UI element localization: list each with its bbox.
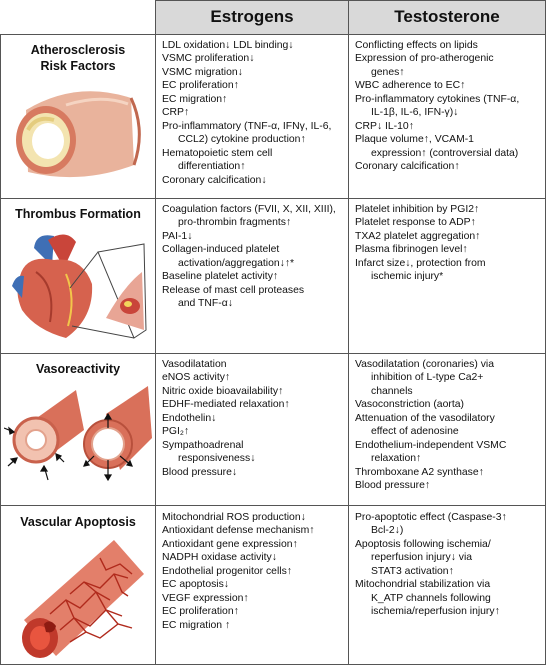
list-item: VSMC migration↓ [162,66,243,78]
estrogens-atherosclerosis-list [162,39,331,187]
list-item: CCL2) cytokine production↑ [178,134,306,146]
list-item: STAT3 activation↑ [371,565,454,577]
list-item: effect of adenosine [371,426,459,438]
list-item: Plasma fibrinogen level↑ [355,244,468,256]
grid-line [155,0,156,665]
list-item: Endothelial progenitor cells↑ [162,565,292,577]
list-item: EDHF-mediated relaxation↑ [162,399,290,411]
list-item: Thromboxane A2 synthase↑ [355,466,484,478]
testosterone-vasoreactivity-list [355,358,506,493]
list-item: ischemia/reperfusion injury↑ [371,606,500,618]
list-item: EC apoptosis↓ [162,579,229,591]
list-item: Vasodilatation [162,359,227,370]
list-item: VEGF expression↑ [162,592,249,604]
grid-line [155,0,546,1]
list-item: Pro-inflammatory (TNF-α, IFNγ, IL-6, [162,120,332,132]
row-title-apoptosis: Vascular Apoptosis [20,515,136,529]
list-item: activation/aggregation↓↑* [178,257,295,269]
list-item: K_ATP channels following [371,592,491,604]
list-item: LDL oxidation↓ LDL binding↓ [162,40,294,51]
list-item: Apoptosis following ischemia/ [355,538,491,550]
list-item: Platelet inhibition by PGI2↑ [355,204,480,215]
list-item: Antioxidant defense mechanism↑ [162,525,315,537]
list-item: Mitochondrial stabilization via [355,579,491,591]
list-item: reperfusion injury↓ via [371,552,473,564]
list-item: Blood pressure↓ [162,466,238,478]
list-item: ischemic injury* [371,271,444,283]
list-item: Release of mast cell proteases [162,284,305,296]
grid-line [0,34,1,665]
list-item: Bcl-2↓) [371,525,404,537]
testosterone-thrombus-list [355,203,486,284]
list-item: Vasodilatation (coronaries) via [355,359,494,370]
list-item: Pro-apoptotic effect (Caspase-3↑ [355,512,507,523]
list-item: responsiveness↓ [178,453,256,465]
list-item: PGI₂↑ [162,426,190,438]
list-item: EC migration ↑ [162,619,231,631]
header-testosterone: Testosterone [349,0,545,34]
list-item: VSMC proliferation↓ [162,53,255,65]
atherosclerosis-vessel-illustration [6,80,152,192]
list-item: Antioxidant gene expression↑ [162,538,298,550]
list-item: NADPH oxidase activity↓ [162,552,277,564]
grid-line [0,353,546,354]
list-item: Pro-inflammatory cytokines (TNF-α, [355,93,520,105]
list-item: inhibition of L-type Ca2+ [371,372,484,384]
heart-thrombus-illustration [6,226,152,348]
list-item: TXA2 platelet aggregation↑ [355,230,481,242]
list-item: Baseline platelet activity↑ [162,271,279,283]
list-item: PAI-1↓ [162,230,193,242]
list-item: expression↑ (controversial data) [371,147,519,159]
grid-line [348,0,349,665]
list-item: IL-1β, IL-6, IFN-γ)↓ [371,107,459,119]
list-item: and TNF-α↓ [178,298,233,310]
list-item: Hematopoietic stem cell [162,147,273,159]
list-item: Plaque volume↑, VCAM-1 [355,134,474,146]
list-item: Nitric oxide bioavailability↑ [162,385,284,397]
list-item: Mitochondrial ROS production↓ [162,512,306,523]
row-title-thrombus: Thrombus Formation [15,207,141,221]
list-item: channels [371,385,413,397]
estrogens-vasoreactivity-list [162,358,290,479]
header-estrogens: Estrogens [156,0,348,34]
list-item: Vasoconstriction (aorta) [355,399,464,411]
list-item: EC proliferation↑ [162,80,239,92]
testosterone-atherosclerosis-list [355,39,519,174]
list-item: eNOS activity↑ [162,372,231,384]
estrogens-thrombus-list [162,203,336,311]
list-item: relaxation↑ [371,453,422,465]
list-item: CRP↑ [162,107,190,119]
estrogens-apoptosis-list [162,511,314,632]
list-item: EC migration↑ [162,93,228,105]
list-item: Coronary calcification↑ [355,161,460,173]
list-item: CRP↓ IL-10↑ [355,120,414,132]
list-item: Sympathoadrenal [162,439,244,451]
list-item: Coagulation factors (FVII, X, XII, XIII), [162,204,336,215]
apoptosis-vessel-illustration [10,534,150,662]
testosterone-apoptosis-list [355,511,507,619]
list-item: WBC adherence to EC↑ [355,80,466,92]
list-item: differentiation↑ [178,161,246,173]
row-title-atherosclerosis: Atherosclerosis Risk Factors [30,43,126,73]
list-item: Platelet response to ADP↑ [355,217,476,229]
list-item: Infarct size↓, protection from [355,257,486,269]
list-item: pro-thrombin fragments↑ [178,217,292,229]
list-item: Collagen-induced platelet [162,244,280,256]
list-item: genes↑ [371,66,405,78]
list-item: Attenuation of the vasodilatory [355,412,495,424]
grid-line [0,198,546,199]
list-item: EC proliferation↑ [162,606,239,618]
list-item: Endothelium-independent VSMC [355,439,507,451]
grid-line [0,34,546,35]
list-item: Blood pressure↑ [355,480,431,492]
vasoreactivity-vessels-illustration [4,384,154,500]
row-title-vasoreactivity: Vasoreactivity [35,362,121,376]
list-item: Coronary calcification↓ [162,174,267,186]
list-item: Conflicting effects on lipids [355,40,478,51]
grid-line [0,505,546,506]
list-item: Expression of pro-atherogenic [355,53,494,65]
list-item: Endothelin↓ [162,412,217,424]
